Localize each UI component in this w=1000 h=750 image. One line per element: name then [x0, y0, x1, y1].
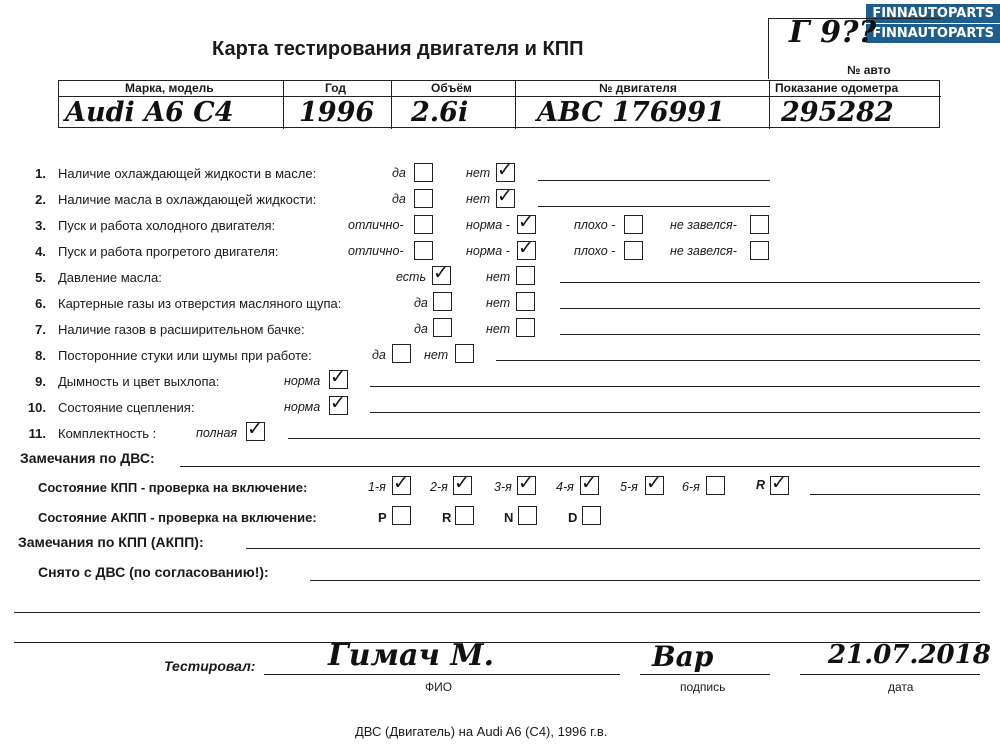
item-label: Наличие охлаждающей жидкости в масле:: [58, 166, 317, 181]
fio-caption: ФИО: [425, 680, 453, 694]
option-label: нет: [486, 270, 511, 284]
checkmark-icon: ✓: [518, 211, 534, 233]
checkbox-mode-d[interactable]: [582, 506, 601, 525]
checkmark-icon: ✓: [646, 472, 662, 494]
car-number-box: [768, 15, 941, 79]
checkbox-yes[interactable]: [433, 318, 452, 337]
notes-line: [560, 308, 980, 309]
watermark-badge: FINNAUTOPARTS: [866, 4, 1000, 23]
gear-label: 5-я: [620, 480, 638, 494]
item-number: 1.: [35, 166, 46, 181]
item-label: Пуск и работа прогретого двигателя:: [58, 244, 279, 259]
car-number-value: Г 9??: [789, 15, 877, 50]
item-number: 5.: [35, 270, 46, 285]
mode-label: P: [378, 510, 387, 525]
checkmark-icon: ✓: [518, 237, 534, 259]
col-divider: [769, 81, 770, 129]
gear-label: 1-я: [368, 480, 386, 494]
engine-remarks-label: Замечания по ДВС:: [20, 450, 155, 466]
gearbox-remarks-label: Замечания по КПП (АКПП):: [18, 534, 204, 550]
item-label: Состояние сцепления:: [58, 400, 195, 415]
checkmark-icon: ✓: [454, 472, 470, 494]
checkbox-yes[interactable]: [433, 292, 452, 311]
manual-gearbox-label: Состояние КПП - проверка на включение:: [38, 480, 308, 495]
notes-line: [560, 334, 980, 335]
item-label: Наличие газов в расширительном бачке:: [58, 322, 305, 337]
checkmark-icon: ✓: [497, 185, 513, 207]
checkbox-no[interactable]: [455, 344, 474, 363]
checkmark-icon: ✓: [581, 472, 597, 494]
notes-line: [560, 282, 980, 283]
item-number: 2.: [35, 192, 46, 207]
notes-line: [180, 466, 980, 467]
tested-by-label: Тестировал:: [164, 658, 256, 674]
item-label: Картерные газы из отверстия масляного щупа:: [58, 296, 342, 311]
watermark-badge: FINNAUTOPARTS: [866, 24, 1000, 43]
option-label: нет: [466, 166, 491, 180]
engine-number-header: № двигателя: [599, 81, 677, 95]
option-label: да: [372, 348, 386, 362]
col-divider: [515, 81, 516, 129]
checkbox-absent[interactable]: [516, 266, 535, 285]
option-label: норма -: [466, 244, 510, 258]
checkbox-no-start[interactable]: [750, 241, 769, 260]
checkmark-icon: ✓: [247, 418, 263, 440]
option-label: отлично-: [348, 244, 404, 258]
checkmark-icon: ✓: [393, 472, 409, 494]
notes-line: [538, 180, 770, 181]
form-title: Карта тестирования двигателя и КПП: [212, 38, 584, 60]
checkmark-icon: ✓: [771, 472, 787, 494]
gear-label: 2-я: [430, 480, 448, 494]
option-label: нет: [424, 348, 449, 362]
gear-label: 4-я: [556, 480, 574, 494]
mode-label: N: [504, 510, 514, 525]
notes-line: [538, 206, 770, 207]
checkmark-icon: ✓: [330, 366, 346, 388]
col-divider: [283, 81, 284, 129]
make-value: Audi A6 C4: [65, 97, 234, 128]
item-number: 11.: [28, 426, 46, 441]
odometer-value: 295282: [781, 97, 894, 128]
year-header: Год: [325, 81, 346, 95]
notes-line: [370, 412, 980, 413]
automatic-gearbox-label: Состояние АКПП - проверка на включение:: [38, 510, 317, 525]
option-label: плохо -: [574, 244, 616, 258]
checkbox-poor[interactable]: [624, 215, 643, 234]
option-label: не завелся-: [670, 244, 737, 258]
notes-line: [810, 494, 980, 495]
checkbox-yes[interactable]: [414, 189, 433, 208]
checkmark-icon: ✓: [433, 262, 449, 284]
item-number: 9.: [35, 374, 46, 389]
checkmark-icon: ✓: [330, 392, 346, 414]
year-value: 1996: [299, 97, 375, 128]
signature-caption: подпись: [680, 680, 726, 694]
col-divider: [391, 81, 392, 129]
option-label: да: [414, 296, 428, 310]
checkbox-no[interactable]: [516, 318, 535, 337]
engine-number-value: ABC 176991: [537, 97, 725, 128]
checkbox-no-start[interactable]: [750, 215, 769, 234]
option-label: отлично-: [348, 218, 404, 232]
checkbox-yes[interactable]: [392, 344, 411, 363]
car-number-label: № авто: [847, 63, 891, 77]
notes-line: [370, 386, 980, 387]
gear-label: R: [756, 478, 766, 492]
mode-label: D: [568, 510, 578, 525]
volume-header: Объём: [431, 81, 472, 95]
mode-label: R: [442, 510, 452, 525]
item-number: 3.: [35, 218, 46, 233]
item-number: 10.: [27, 400, 46, 415]
item-label: Комплектность :: [58, 426, 157, 441]
option-label: есть: [396, 270, 427, 284]
notes-line: [496, 360, 980, 361]
item-label: Наличие масла в охлаждающей жидкости:: [58, 192, 317, 207]
make-header: Марка, модель: [125, 81, 214, 95]
option-label: полная: [196, 426, 238, 440]
checkbox-mode-n[interactable]: [518, 506, 537, 525]
tester-name-handwritten: Гимач М.: [328, 638, 495, 673]
item-label: Пуск и работа холодного двигателя:: [58, 218, 276, 233]
option-label: норма: [284, 400, 321, 414]
item-label: Дымность и цвет выхлопа:: [58, 374, 220, 389]
checkbox-excellent[interactable]: [414, 241, 433, 260]
notes-line: [288, 438, 980, 439]
signature-handwritten: Вар: [652, 640, 714, 673]
signature-line: [640, 674, 770, 675]
option-label: плохо -: [574, 218, 616, 232]
checkmark-icon: ✓: [497, 159, 513, 181]
gear-label: 6-я: [682, 480, 700, 494]
checkmark-icon: ✓: [518, 472, 534, 494]
option-label: нет: [486, 322, 511, 336]
option-label: да: [392, 192, 406, 206]
option-label: норма -: [466, 218, 510, 232]
item-number: 4.: [35, 244, 46, 259]
checkbox-mode-r[interactable]: [455, 506, 474, 525]
notes-line: [246, 548, 980, 549]
name-line: [264, 674, 620, 675]
item-number: 8.: [35, 348, 46, 363]
checkbox-poor[interactable]: [624, 241, 643, 260]
volume-value: 2.6i: [411, 97, 469, 128]
removed-parts-label: Снято с ДВС (по согласованию!):: [38, 564, 269, 580]
image-caption: ДВС (Двигатель) на Audi A6 (C4), 1996 г.в.: [355, 724, 608, 739]
checkbox-no[interactable]: [516, 292, 535, 311]
option-label: норма: [284, 374, 321, 388]
odometer-header: Показание одометра: [775, 81, 899, 95]
date-handwritten: 21.07.2018: [828, 640, 991, 670]
option-label: да: [392, 166, 406, 180]
option-label: да: [414, 322, 428, 336]
item-label: Давление масла:: [58, 270, 162, 285]
option-label: нет: [466, 192, 491, 206]
option-label: нет: [486, 296, 511, 310]
item-label: Посторонние стуки или шумы при работе:: [58, 348, 312, 363]
item-number: 7.: [35, 322, 46, 337]
notes-line: [14, 612, 980, 613]
notes-line: [310, 580, 980, 581]
date-caption: дата: [888, 680, 914, 694]
gear-label: 3-я: [494, 480, 512, 494]
date-line: [800, 674, 980, 675]
checkbox-excellent[interactable]: [414, 215, 433, 234]
checkbox-gear-6[interactable]: [706, 476, 725, 495]
option-label: не завелся-: [670, 218, 737, 232]
checkbox-yes[interactable]: [414, 163, 433, 182]
checkbox-mode-p[interactable]: [392, 506, 411, 525]
vehicle-info-table: [58, 80, 940, 128]
item-number: 6.: [35, 296, 46, 311]
